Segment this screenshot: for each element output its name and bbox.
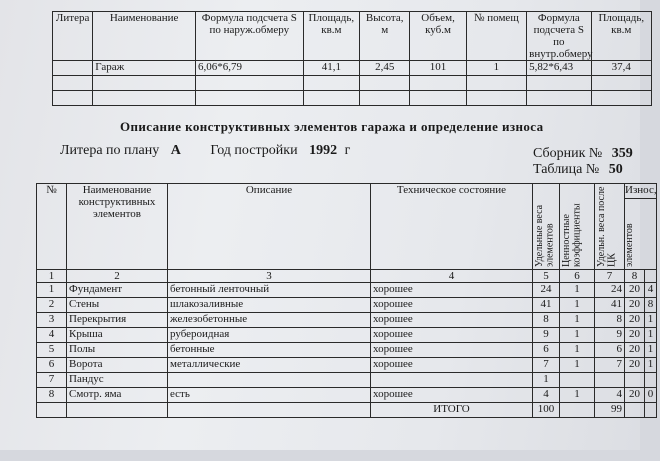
colnum-3: 3 bbox=[168, 270, 371, 283]
total-label: ИТОГО bbox=[371, 403, 533, 418]
header-spec-weight: Удельные веса элементов bbox=[534, 204, 556, 267]
cell-wear: 20 bbox=[625, 298, 645, 313]
cell-no: 4 bbox=[37, 328, 67, 343]
cell-weight-after: 7 bbox=[595, 358, 625, 373]
table-row bbox=[53, 91, 652, 106]
cell-no: 8 bbox=[37, 388, 67, 403]
cell-spec-weight: 4 bbox=[533, 388, 560, 403]
cell-value-coef: 1 bbox=[560, 343, 595, 358]
colnum-7: 7 bbox=[595, 270, 625, 283]
elements-table bbox=[36, 183, 657, 418]
year-value: 1992 bbox=[309, 143, 338, 158]
total-row bbox=[37, 403, 657, 418]
table-row bbox=[37, 328, 657, 343]
header-formula-outer: Формула подсчета S по наруж.обмеру bbox=[195, 12, 303, 61]
cell-weight-after: 24 bbox=[595, 283, 625, 298]
cell-wear: 20 bbox=[625, 358, 645, 373]
elements-table-body bbox=[37, 283, 657, 403]
cell-value-coef: 1 bbox=[560, 298, 595, 313]
cell-wear: 20 bbox=[625, 343, 645, 358]
header-area-outer: Площадь, кв.м bbox=[303, 12, 359, 61]
cell-value-coef: 1 bbox=[560, 283, 595, 298]
colnum-6: 6 bbox=[560, 270, 595, 283]
cell-wear bbox=[625, 373, 645, 388]
cell-description: металлические bbox=[168, 358, 371, 373]
header-room-no: № помещ bbox=[466, 12, 526, 61]
header-value-coef-cell bbox=[560, 184, 595, 270]
header-weight-after-cell bbox=[595, 184, 625, 270]
sbornik-line bbox=[533, 146, 633, 162]
cell-no: 5 bbox=[37, 343, 67, 358]
cell-weight-after: 41 bbox=[595, 298, 625, 313]
cell-value-coef: 1 bbox=[560, 328, 595, 343]
elements-table-header bbox=[37, 184, 657, 270]
cell-area-outer: 41,1 bbox=[303, 61, 359, 76]
cell-value-coef: 1 bbox=[560, 313, 595, 328]
header-litera: Литера bbox=[53, 12, 93, 61]
header-element-name: Наименование конструктивных элементов bbox=[67, 184, 168, 270]
cell-extra: 1 bbox=[645, 313, 657, 328]
cell-height: 2,45 bbox=[360, 61, 410, 76]
header-name: Наименование bbox=[93, 12, 196, 61]
cell-weight-after: 6 bbox=[595, 343, 625, 358]
cell-element-name: Фундамент bbox=[67, 283, 168, 298]
cell-spec-weight: 1 bbox=[533, 373, 560, 388]
table-row bbox=[37, 358, 657, 373]
cell-no: 7 bbox=[37, 373, 67, 388]
cell-condition bbox=[371, 373, 533, 388]
cell-condition: хорошее bbox=[371, 343, 533, 358]
cell-element-name: Перекрытия bbox=[67, 313, 168, 328]
cell-name: Гараж bbox=[93, 61, 196, 76]
colnum-5: 5 bbox=[533, 270, 560, 283]
header-wear-cell bbox=[625, 184, 657, 270]
cell-condition: хорошее bbox=[371, 283, 533, 298]
section-title: Описание конструктивных элементов гаража и определение износа bbox=[120, 119, 544, 134]
cell-weight-after: 8 bbox=[595, 313, 625, 328]
year-suffix: г bbox=[344, 143, 351, 158]
cell-formula-inner: 5,82*6,43 bbox=[527, 61, 591, 76]
year-label: Год постройки bbox=[210, 143, 298, 158]
cell-description: железобетонные bbox=[168, 313, 371, 328]
header-area-inner: Площадь, кв.м bbox=[591, 12, 651, 61]
cell-litera bbox=[53, 61, 93, 76]
cell-condition: хорошее bbox=[371, 358, 533, 373]
header-spec-weight-cell bbox=[533, 184, 560, 270]
cell-extra: 4 bbox=[645, 283, 657, 298]
cell-spec-weight: 9 bbox=[533, 328, 560, 343]
cell-element-name: Пандус bbox=[67, 373, 168, 388]
table-row bbox=[37, 373, 657, 388]
table-row bbox=[53, 61, 652, 76]
cell-extra: 8 bbox=[645, 298, 657, 313]
cell-wear: 20 bbox=[625, 313, 645, 328]
cell-description: шлакозаливные bbox=[168, 298, 371, 313]
cell-extra bbox=[645, 373, 657, 388]
cell-condition: хорошее bbox=[371, 388, 533, 403]
cell-room-no: 1 bbox=[466, 61, 526, 76]
table-row bbox=[37, 298, 657, 313]
cell-extra: 1 bbox=[645, 343, 657, 358]
cell-description bbox=[168, 373, 371, 388]
cell-wear: 20 bbox=[625, 283, 645, 298]
cell-wear: 20 bbox=[625, 388, 645, 403]
cell-spec-weight: 6 bbox=[533, 343, 560, 358]
cell-description: есть bbox=[168, 388, 371, 403]
cell-extra: 1 bbox=[645, 358, 657, 373]
tablica-label: Таблица № bbox=[533, 162, 600, 177]
cell-extra: 0 bbox=[645, 388, 657, 403]
cell-area-inner: 37,4 bbox=[591, 61, 651, 76]
cell-extra: 1 bbox=[645, 328, 657, 343]
litera-label: Литера по плану bbox=[60, 143, 160, 158]
cell-condition: хорошее bbox=[371, 298, 533, 313]
cell-value-coef: 1 bbox=[560, 358, 595, 373]
cell-element-name: Смотр. яма bbox=[67, 388, 168, 403]
sbornik-label: Сборник № bbox=[533, 146, 603, 161]
total-weight: 100 bbox=[533, 403, 560, 418]
column-numbers-row bbox=[37, 270, 657, 283]
cell-description: рубероидная bbox=[168, 328, 371, 343]
tablica-line bbox=[533, 162, 623, 178]
table-row bbox=[37, 313, 657, 328]
colnum-9 bbox=[645, 270, 657, 283]
header-wear-elements: элементов bbox=[624, 223, 635, 267]
cell-condition: хорошее bbox=[371, 313, 533, 328]
cell-description: бетонные bbox=[168, 343, 371, 358]
total-weight-after: 99 bbox=[595, 403, 625, 418]
cell-description: бетонный ленточный bbox=[168, 283, 371, 298]
cell-no: 2 bbox=[37, 298, 67, 313]
table-row bbox=[37, 388, 657, 403]
cell-element-name: Крыша bbox=[67, 328, 168, 343]
table-row bbox=[37, 343, 657, 358]
header-wear: Износ, bbox=[625, 184, 656, 199]
header-condition: Техническое состояние bbox=[371, 184, 533, 270]
colnum-1: 1 bbox=[37, 270, 67, 283]
header-description: Описание bbox=[168, 184, 371, 270]
cell-wear: 20 bbox=[625, 328, 645, 343]
cell-no: 3 bbox=[37, 313, 67, 328]
header-weight-after: Удельн. веса после ЦК bbox=[596, 186, 618, 267]
cell-no: 1 bbox=[37, 283, 67, 298]
colnum-2: 2 bbox=[67, 270, 168, 283]
cell-element-name: Полы bbox=[67, 343, 168, 358]
header-formula-inner: Формула подсчета S по внутр.обмеру bbox=[527, 12, 591, 61]
litera-value: А bbox=[170, 143, 181, 158]
cell-element-name: Стены bbox=[67, 298, 168, 313]
cell-no: 6 bbox=[37, 358, 67, 373]
cell-spec-weight: 41 bbox=[533, 298, 560, 313]
cell-condition: хорошее bbox=[371, 328, 533, 343]
cell-value-coef: 1 bbox=[560, 388, 595, 403]
cell-formula-outer: 6,06*6,79 bbox=[195, 61, 303, 76]
table-row bbox=[53, 76, 652, 91]
cell-value-coef bbox=[560, 373, 595, 388]
cell-weight-after: 4 bbox=[595, 388, 625, 403]
cell-volume: 101 bbox=[410, 61, 466, 76]
header-no: № bbox=[37, 184, 67, 270]
table-row bbox=[37, 283, 657, 298]
tablica-value: 50 bbox=[608, 162, 623, 177]
area-table bbox=[52, 11, 652, 106]
cell-spec-weight: 7 bbox=[533, 358, 560, 373]
sbornik-value: 359 bbox=[611, 146, 633, 161]
header-value-coef: Ценностные коэффициенты bbox=[561, 203, 583, 267]
header-volume: Объем, куб.м bbox=[410, 12, 466, 61]
cell-spec-weight: 24 bbox=[533, 283, 560, 298]
cell-element-name: Ворота bbox=[67, 358, 168, 373]
colnum-8: 8 bbox=[625, 270, 645, 283]
header-height: Высота, м bbox=[360, 12, 410, 61]
cell-spec-weight: 8 bbox=[533, 313, 560, 328]
cell-weight-after: 9 bbox=[595, 328, 625, 343]
area-table-header bbox=[53, 12, 652, 61]
cell-weight-after bbox=[595, 373, 625, 388]
litera-line bbox=[60, 143, 350, 159]
colnum-4: 4 bbox=[371, 270, 533, 283]
